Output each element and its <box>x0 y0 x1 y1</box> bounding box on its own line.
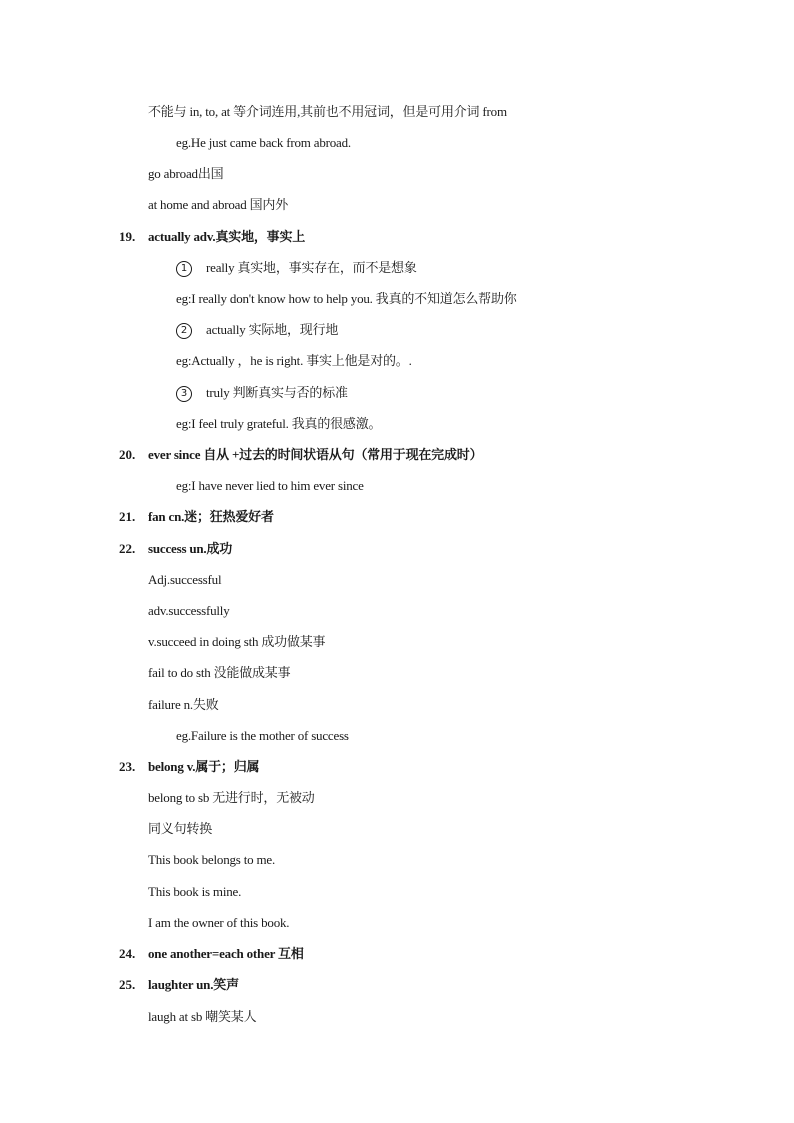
text-line: go abroad出国 <box>148 166 224 181</box>
item-heading: ever since 自从 +过去的时间状语从句（常用于现在完成时） <box>148 447 483 462</box>
item-number: 21. <box>119 509 136 524</box>
circled-number-marker: 2 <box>176 323 192 339</box>
text-line: fail to do sth 没能做成某事 <box>148 665 291 680</box>
item-number: 19. <box>119 229 136 244</box>
text-line: Adj.successful <box>148 572 222 587</box>
text-line: I am the owner of this book. <box>148 915 290 930</box>
item-number: 22. <box>119 541 136 556</box>
item-number: 23. <box>119 759 136 774</box>
example-line: eg.He just came back from abroad. <box>176 135 351 150</box>
text-line: This book belongs to me. <box>148 852 275 867</box>
circled-number-marker: 1 <box>176 261 192 277</box>
example-line: eg.Failure is the mother of success <box>176 728 349 743</box>
text-line: failure n.失败 <box>148 697 219 712</box>
text-line: adv.successfully <box>148 603 230 618</box>
text-line: laugh at sb 嘲笑某人 <box>148 1009 257 1024</box>
example-line: eg:Actually ，he is right. 事实上他是对的。. <box>176 353 412 368</box>
item-heading: success un.成功 <box>148 541 233 556</box>
text-line: v.succeed in doing sth 成功做某事 <box>148 634 326 649</box>
sense-line <box>176 384 348 402</box>
item-heading: belong v.属于；归属 <box>148 759 260 774</box>
item-heading: one another=each other 互相 <box>148 946 304 961</box>
text-line: at home and abroad 国内外 <box>148 197 289 212</box>
item-heading: fan cn.迷；狂热爱好者 <box>148 509 274 524</box>
text-line: This book is mine. <box>148 884 242 899</box>
example-line: eg:I really don't know how to help you. 我真的不知道怎么帮助你 <box>176 291 517 306</box>
text-line: 不能与 in, to, at 等介词连用,其前也不用冠词，但是可用介词 from <box>148 104 507 119</box>
item-number: 25. <box>119 977 136 992</box>
item-number: 24. <box>119 946 136 961</box>
sense-text: actually 实际地，现行地 <box>206 322 339 337</box>
sense-line <box>176 321 338 339</box>
text-line: belong to sb 无进行时，无被动 <box>148 790 315 805</box>
example-line: eg:I feel truly grateful. 我真的很感激。 <box>176 416 382 431</box>
sense-text: truly 判断真实与否的标准 <box>206 385 348 400</box>
example-line: eg:I have never lied to him ever since <box>176 478 364 493</box>
item-heading: actually adv.真实地，事实上 <box>148 229 306 244</box>
item-number: 20. <box>119 447 136 462</box>
circled-number-marker: 3 <box>176 386 192 402</box>
text-line: 同义句转换 <box>148 821 213 836</box>
sense-line <box>176 259 417 277</box>
sense-text: really 真实地，事实存在，而不是想象 <box>206 260 417 275</box>
item-heading: laughter un.笑声 <box>148 977 239 992</box>
